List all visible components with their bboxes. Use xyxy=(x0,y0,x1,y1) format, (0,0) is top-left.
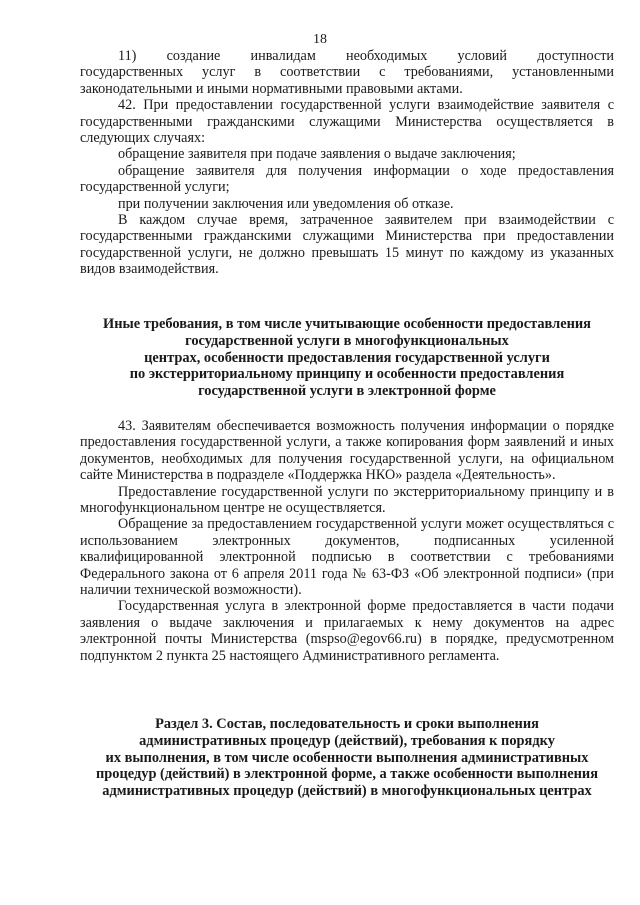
paragraph-electronic-form: Государственная услуга в электронной форме предоставляется в части подачи заявления о выдаче заключения и прилагаемых к нему документов на адрес электронной почты Министерства (mspso@egov66.ru) в порядке, предусмотренном подпунктом 2 пункта 25 настоящего Административного регламента. xyxy=(80,598,614,664)
text-block-1 xyxy=(80,48,614,278)
heading-line: процедур (действий) в электронной форме, а также особенности выполнения xyxy=(96,766,598,783)
heading-line: центрах, особенности предоставления государственной услуги xyxy=(144,349,550,366)
heading-line: административных процедур (действий), требования к порядку xyxy=(139,732,555,749)
heading-line: государственной услуги в многофункциональных xyxy=(185,332,509,349)
heading-line: их выполнения, в том числе особенности выполнения административных xyxy=(105,749,589,766)
paragraph-case-2: обращение заявителя для получения информации о ходе предоставления государственной услуги; xyxy=(80,162,614,196)
paragraph-time-limit: В каждом случае время, затраченное заявителем при взаимодействии с государственными гражданскими служащими Министерства при предоставлении государственной услуги, не должно превышать 15 минут по каждому из указанных видов взаимодействия. xyxy=(80,212,614,278)
paragraph-electronic-documents: Обращение за предоставлением государственной услуги может осуществляться с использованием электронных документов, подписанных усиленной квалифицированной электронной подписью в соответствии с требованиями Федерального закона от 6 апреля 2011 года № 63-ФЗ «Об электронной подписи» (при наличии технической возможности). xyxy=(80,516,614,599)
heading-line: Иные требования, в том числе учитывающие особенности предоставления xyxy=(103,316,591,332)
paragraph-case-3: при получении заключения или уведомления об отказе. xyxy=(118,195,454,212)
paragraph-extraterritorial: Предоставление государственной услуги по экстерриториальному принципу и в многофункциональном центре не осуществляется. xyxy=(80,483,614,517)
heading-line: Раздел 3. Состав, последовательность и сроки выполнения xyxy=(155,716,539,732)
paragraph-42: 42. При предоставлении государственной услуги взаимодействие заявителя с государственными гражданскими служащими Министерства осуществляется в следующих случаях: xyxy=(80,97,614,147)
paragraph-case-1: обращение заявителя при подаче заявления о выдаче заключения; xyxy=(118,146,516,163)
heading-line: по экстерриториальному принципу и особенности предоставления xyxy=(129,366,565,383)
section-heading-other-requirements xyxy=(80,316,614,400)
section-heading-3 xyxy=(80,716,614,800)
page-number: 18 xyxy=(313,32,327,47)
text-block-2 xyxy=(80,418,614,664)
paragraph-43: 43. Заявителям обеспечивается возможность получения информации о порядке предоставления государственной услуги, а также копирования форм заявлений и иных документов, необходимых для получения государственной услуги, на официальном сайте Министерства в подразделе «Поддержка НКО» раздела «Деятельность». xyxy=(80,418,614,484)
heading-line: государственной услуги в электронной форме xyxy=(198,383,496,400)
heading-line: административных процедур (действий) в многофункциональных центрах xyxy=(102,783,592,800)
paragraph-item-11: 11) создание инвалидам необходимых условий доступности государственных услуг в соответствии с требованиями, установленными законодательными и иными нормативными правовыми актами. xyxy=(80,48,614,97)
